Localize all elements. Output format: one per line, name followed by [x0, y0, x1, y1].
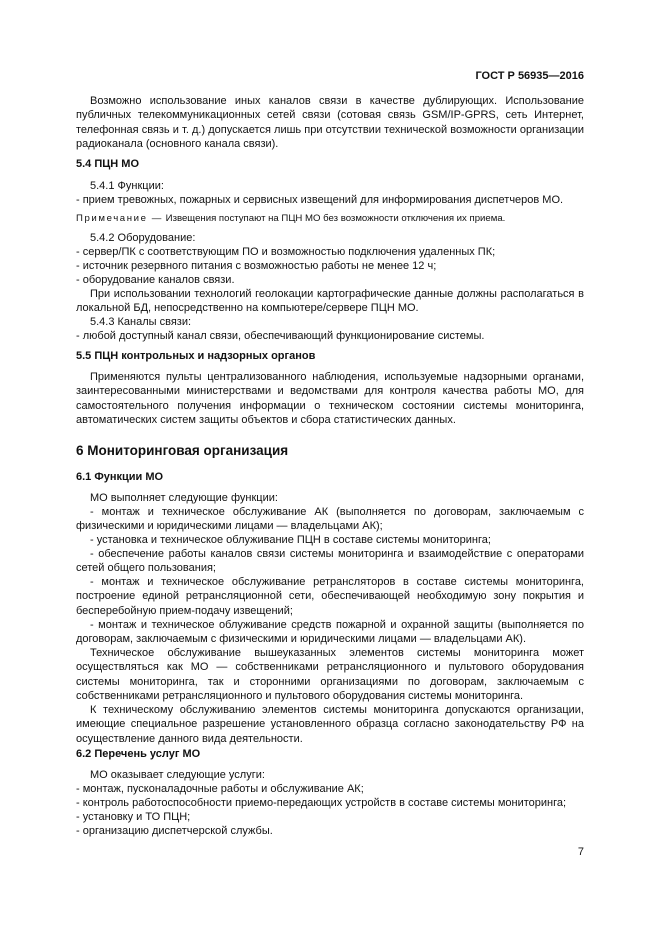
intro-paragraph: Возможно использование иных каналов связи в качестве дублирующих. Использование публичных телекоммуникационных сетей связи (сотовая связь GSM/IP-GPRS, сеть Интернет, телефонная связь и т. д.) допускается лишь при отсутствии технической возможности организации радиоканала (основного канала связи).: [76, 95, 584, 150]
section-6-1-tech: Техническое обслуживание вышеуказанных элементов системы мониторинга может осуществляться как МО — собственниками ретрансляционного и пультового оборудования системы мониторинга, так и сторонними организациями по договорам, заключаемым с собственниками ретрансляционного и пультового оборудования системы мониторинга.: [76, 647, 584, 702]
section-6-2-title: 6.2 Перечень услуг МО: [76, 748, 201, 760]
section-5-5-title: 5.5 ПЦН контрольных и надзорных органов: [76, 350, 316, 362]
standard-header: ГОСТ Р 56935—2016: [475, 70, 584, 82]
section-6-2-item-2: - контроль работоспособности приемо-передающих устройств в составе системы мониторинга;: [76, 797, 567, 809]
section-6-1-item-2: - установка и техническое облуживание ПЦН в составе системы мониторинга;: [90, 534, 491, 546]
clause-5-4-2-item-1: - сервер/ПК с соответствующим ПО и возможностью подключения удаленных ПК;: [76, 246, 496, 258]
note-text: Извещения поступают на ПЦН МО без возможности отключения их приема.: [165, 213, 506, 224]
section-6-1-item-5: - монтаж и техническое облуживание средств пожарной и охранной защиты (выполняется по договорам, заключаемым с физическими и юридическими лицами — владельцами АК).: [76, 619, 584, 646]
clause-5-4-2-item-2: - источник резервного питания с возможностью работы не менее 12 ч;: [76, 260, 437, 272]
section-6-1-title: 6.1 Функции МО: [76, 471, 164, 483]
clause-5-4-3: 5.4.3 Каналы связи:: [90, 316, 192, 328]
section-6-2-item-1: - монтаж, пусконаладочные работы и обслуживание АК;: [76, 783, 364, 795]
section-5-5-text: Применяются пульты централизованного наблюдения, используемые надзорными органами, заинтересованными министерствами и ведомствами для контроля качества работы МО, для самостоятельного получения информации о техническом состоянии системы мониторинга, автоматических систем защиты объектов и сбора статистических данных.: [76, 371, 584, 426]
note: [76, 213, 505, 225]
clause-5-4-1-item: - прием тревожных, пожарных и сервисных извещений для информирования диспетчеров МО.: [76, 194, 564, 206]
section-6-1-access: К техническому обслуживанию элементов системы мониторинга допускаются организации, имеющие специальное разрешение установленного образца согласно законодательству РФ на осуществление данного вида деятельности.: [76, 704, 584, 745]
clause-5-4-3-item: - любой доступный канал связи, обеспечивающий функционирование системы.: [76, 330, 485, 342]
section-5-4-title: 5.4 ПЦН МО: [76, 158, 140, 170]
section-6-1-item-4: - монтаж и техническое обслуживание ретрансляторов в составе системы мониторинга, построение единой ретрансляционной сети, обеспечивающей необходимую зону покрытия и бесперебойную прием-подачу извещений;: [76, 576, 584, 617]
document-page: [76, 0, 584, 935]
section-6-1-lead: МО выполняет следующие функции:: [90, 492, 278, 504]
note-label: Примечание —: [76, 213, 163, 224]
section-6-1-item-1: - монтаж и техническое обслуживание АК (выполняется по договорам, заключаемым с физическими и юридическими лицами — владельцами АК);: [76, 506, 584, 533]
geolocation-paragraph: При использовании технологий геолокации картографические данные должны располагаться в локальной БД, непосредственно на компьютере/сервере ПЦН МО.: [76, 288, 584, 315]
section-6-2-item-3: - установку и ТО ПЦН;: [76, 811, 191, 823]
clause-5-4-2: 5.4.2 Оборудование:: [90, 232, 196, 244]
clause-5-4-2-item-3: - оборудование каналов связи.: [76, 274, 235, 286]
page-number: 7: [577, 846, 584, 858]
section-6-2-item-4: - организацию диспетчерской службы.: [76, 825, 273, 837]
section-6-2-lead: МО оказывает следующие услуги:: [90, 769, 265, 781]
clause-5-4-1: 5.4.1 Функции:: [90, 180, 164, 192]
section-6-1-item-3: - обеспечение работы каналов связи системы мониторинга и взаимодействие с операторами сетей общего пользования;: [76, 548, 584, 575]
section-6-title: 6 Мониторинговая организация: [76, 443, 289, 458]
